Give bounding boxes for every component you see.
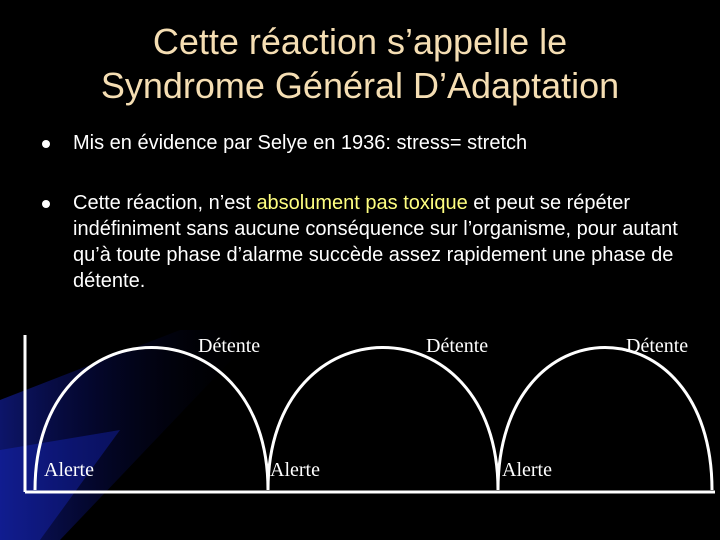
bullet-highlight: absolument pas toxique: [256, 192, 468, 214]
title-line-1: Cette réaction s’appelle le: [152, 21, 568, 62]
bullet-text-start: Cette réaction, n’est: [73, 192, 257, 214]
bullet-text: Mis en évidence par Selye en 1936: stress= stretch: [73, 132, 528, 154]
title-line-2: Syndrome Général D’Adaptation: [100, 65, 620, 106]
detente-label: Détente: [198, 335, 261, 357]
bullet-text-end: et peut se répéter indéfiniment sans aucune conséquence sur l’organisme, pour autant qu’à toute phase d’alarme succède assez rapidement une phase de détente.: [73, 192, 678, 292]
alerte-label: Alerte: [502, 459, 552, 481]
alerte-label: Alerte: [44, 459, 94, 481]
alerte-label: Alerte: [270, 459, 320, 481]
detente-label: Détente: [426, 335, 489, 357]
detente-label: Détente: [626, 335, 689, 357]
